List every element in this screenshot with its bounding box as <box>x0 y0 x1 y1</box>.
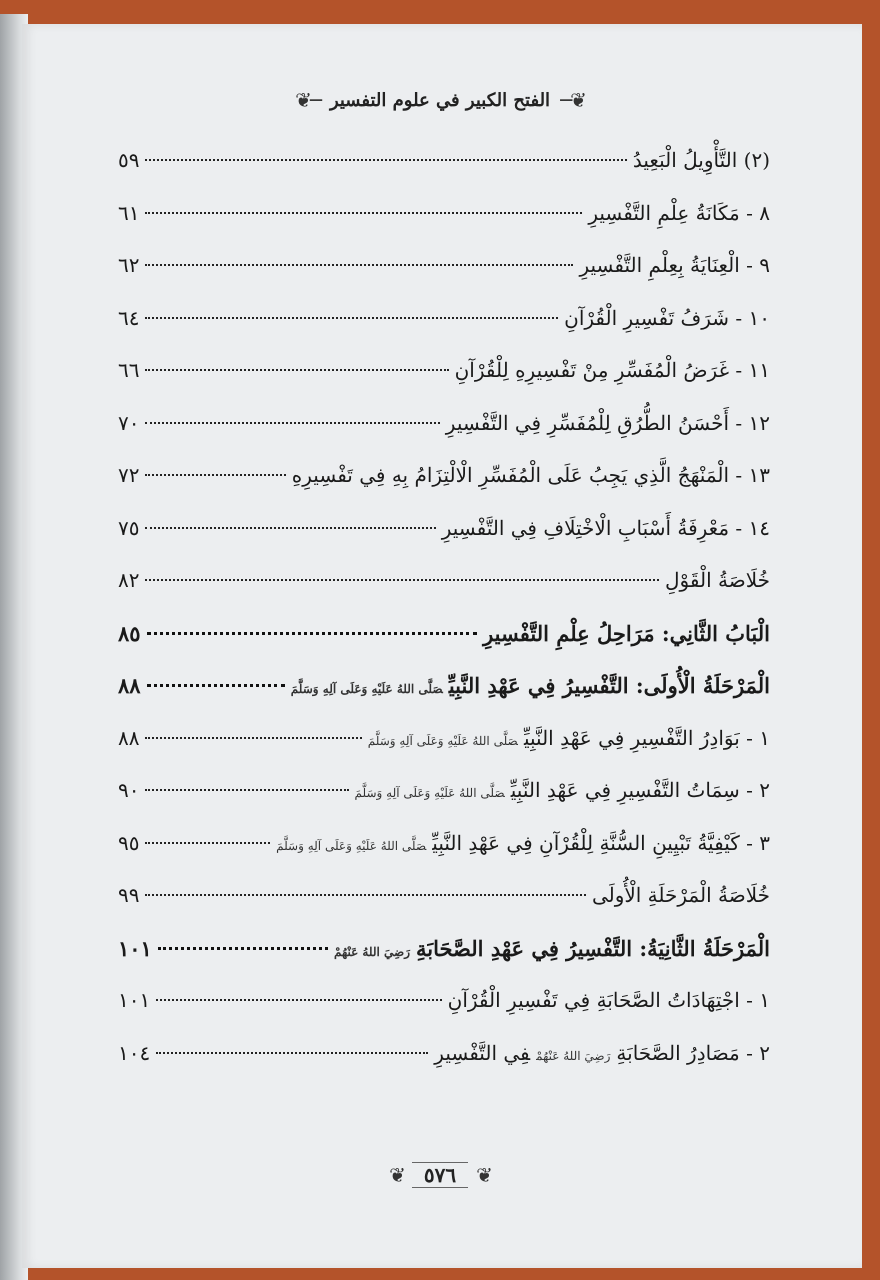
dot-leader <box>145 737 361 739</box>
toc-entry <box>118 831 770 884</box>
toc-entry <box>118 516 770 569</box>
toc-entry <box>118 726 770 779</box>
toc-entry-title <box>291 673 770 698</box>
toc-page-number: ٨٨ <box>118 725 140 750</box>
toc-entry <box>118 621 770 674</box>
honorific-text: رَضِيَ اللهُ عَنْهُمْ <box>333 944 410 959</box>
toc-entry-text: الْبَابُ الثَّانِي: مَرَاحِلُ عِلْمِ التَّفْسِيرِ <box>483 620 770 646</box>
toc-entry-text: ٢ - سِمَاتُ التَّفْسِيرِ فِي عَهْدِ النَّبِيِّ <box>510 778 770 802</box>
toc-entry-text: خُلَاصَةُ الْقَوْلِ <box>665 568 770 592</box>
dot-leader <box>147 684 285 687</box>
ornament-icon: ❦─ <box>560 88 585 112</box>
honorific-text: صَلَّى اللهُ عَلَيْهِ وَعَلَى آلِهِ وَسَلَّمَ <box>290 682 443 696</box>
toc-entry-text: ٨ - مَكَانَةُ عِلْمِ التَّفْسِيرِ <box>588 200 770 225</box>
toc-page-number: ٨٥ <box>118 620 141 646</box>
toc-entry-title <box>588 201 770 225</box>
toc-entry-title <box>434 1041 770 1065</box>
toc-entry-title <box>442 516 770 540</box>
toc-entry-text: ١٤ - مَعْرِفَةُ أَسْبَابِ الْاخْتِلَافِ فِي التَّفْسِيرِ <box>441 515 770 540</box>
toc-entry <box>118 1041 770 1094</box>
toc-entry <box>118 253 770 306</box>
toc-entry-text: ١ - اجْتِهَادَاتُ الصَّحَابَةِ فِي تَفْسِيرِ الْقُرْآنِ <box>447 988 770 1012</box>
toc-entry-text: ١٢ - أَحْسَنُ الطُّرُقِ لِلْمُفَسِّرِ فِي التَّفْسِيرِ <box>445 410 770 435</box>
toc-page-number: ٨٢ <box>118 568 140 592</box>
toc-entry-title <box>368 726 770 750</box>
toc-page-number: ٩٥ <box>118 830 140 855</box>
header-title: الفتح الكبير في علوم التفسير <box>329 89 551 111</box>
toc-page-number: ٩٩ <box>118 883 140 907</box>
dot-leader <box>145 894 585 896</box>
toc-entry-text: ٢ - مَصَادِرُ الصَّحَابَةِ <box>616 1040 770 1065</box>
toc-page-number: ٩٠ <box>118 778 140 802</box>
toc-entry-text: ١١ - غَرَضُ الْمُفَسِّرِ مِنْ تَفْسِيرِهِ لِلْقُرْآنِ <box>454 358 770 382</box>
toc-entry-text: ١ - بَوَادِرُ التَّفْسِيرِ فِي عَهْدِ النَّبِيِّ <box>523 725 770 750</box>
dot-leader <box>145 474 285 476</box>
dot-leader <box>156 1052 428 1054</box>
toc-entry <box>118 673 770 726</box>
toc-entry-text: ١٣ - الْمَنْهَجُ الَّذِي يَجِبُ عَلَى الْمُفَسِّرِ الْالْتِزَامُ بِهِ فِي تَفْسِيرِهِ <box>291 463 770 487</box>
dot-leader <box>145 212 582 214</box>
toc-page-number: ١٠١ <box>118 935 152 961</box>
toc-entry <box>118 988 770 1041</box>
ornament-icon: ❦ <box>476 1163 491 1187</box>
toc-entry-title <box>448 988 770 1012</box>
toc-entry-title <box>592 883 770 907</box>
toc-entry-text: (٢) التَّأْوِيلُ الْبَعِيدُ <box>632 148 770 172</box>
dot-leader <box>158 947 328 950</box>
honorific-text: صَلَّى اللهُ عَلَيْهِ وَعَلَى آلِهِ وَسَلَّمَ <box>367 733 518 748</box>
toc-page-number: ٦٦ <box>118 358 140 382</box>
toc-page-number: ١٠٤ <box>118 1040 151 1065</box>
toc-entry-text: خُلَاصَةُ الْمَرْحَلَةِ الْأُولَى <box>591 883 770 907</box>
toc-entry-title <box>355 778 770 802</box>
page-footer <box>0 1160 880 1190</box>
toc-entry <box>118 306 770 359</box>
toc-entry-title <box>564 306 770 330</box>
dot-leader <box>145 264 573 266</box>
dot-leader <box>145 422 439 424</box>
toc-entry <box>118 463 770 516</box>
honorific-text: صَلَّى اللهُ عَلَيْهِ وَعَلَى آلِهِ وَسَلَّمَ <box>354 786 505 800</box>
toc-entry-title <box>483 621 770 646</box>
toc-entry <box>118 148 770 201</box>
toc-page-number: ٧٠ <box>118 410 140 435</box>
dot-leader <box>145 579 659 581</box>
toc-entry <box>118 201 770 254</box>
honorific-text: رَضِيَ اللهُ عَنْهُمْ <box>536 1048 611 1063</box>
toc-entry-text: ٣ - كَيْفِيَّةُ تَبْيِينِ السُّنَّةِ لِلْقُرْآنِ فِي عَهْدِ النَّبِيِّ <box>432 830 770 855</box>
table-of-contents <box>118 148 770 1093</box>
honorific-text: صَلَّى اللهُ عَلَيْهِ وَعَلَى آلِهِ وَسَلَّمَ <box>276 838 427 853</box>
dot-leader <box>145 369 448 371</box>
page-number: ٥٧٦ <box>412 1162 468 1188</box>
toc-entry <box>118 358 770 411</box>
dot-leader <box>147 632 478 635</box>
dot-leader <box>145 159 626 161</box>
toc-entry <box>118 936 770 989</box>
toc-entry-title <box>276 831 770 855</box>
toc-entry-title <box>446 411 770 435</box>
dot-leader <box>156 999 441 1001</box>
toc-entry-text: ٩ - الْعِنَايَةُ بِعِلْمِ التَّفْسِيرِ <box>579 253 770 277</box>
toc-entry-title <box>334 936 770 961</box>
toc-entry-title <box>665 568 770 592</box>
dot-leader <box>145 317 558 319</box>
toc-page-number: ٦١ <box>118 200 140 225</box>
toc-page-number: ٥٩ <box>118 148 140 172</box>
toc-entry-text-tail: فِي التَّفْسِيرِ <box>434 1040 531 1065</box>
dot-leader <box>145 789 348 791</box>
toc-entry <box>118 778 770 831</box>
toc-page-number: ٨٨ <box>118 673 141 698</box>
toc-page-number: ٧٢ <box>118 463 140 487</box>
toc-entry <box>118 411 770 464</box>
running-header <box>0 82 880 118</box>
toc-entry-text: الْمَرْحَلَةُ الْأُولَى: التَّفْسِيرُ فِي عَهْدِ النَّبِيِّ <box>448 673 770 698</box>
toc-entry-title <box>633 148 770 172</box>
ornament-icon: ❦ <box>389 1163 404 1187</box>
toc-page-number: ٧٥ <box>118 515 140 540</box>
toc-page-number: ١٠١ <box>118 988 151 1012</box>
toc-entry-text: الْمَرْحَلَةُ الثَّانِيَةُ: التَّفْسِيرُ فِي عَهْدِ الصَّحَابَةِ <box>416 935 770 961</box>
toc-entry-title <box>292 463 770 487</box>
ornament-icon: ─❦ <box>295 88 320 112</box>
toc-entry <box>118 568 770 621</box>
dot-leader <box>145 527 435 529</box>
toc-entry <box>118 883 770 936</box>
toc-entry-title <box>455 358 770 382</box>
toc-page-number: ٦٤ <box>118 305 140 330</box>
toc-page-number: ٦٢ <box>118 253 140 277</box>
dot-leader <box>145 842 270 844</box>
toc-entry-text: ١٠ - شَرَفُ تَفْسِيرِ الْقُرْآنِ <box>564 305 770 330</box>
toc-entry-title <box>579 253 770 277</box>
